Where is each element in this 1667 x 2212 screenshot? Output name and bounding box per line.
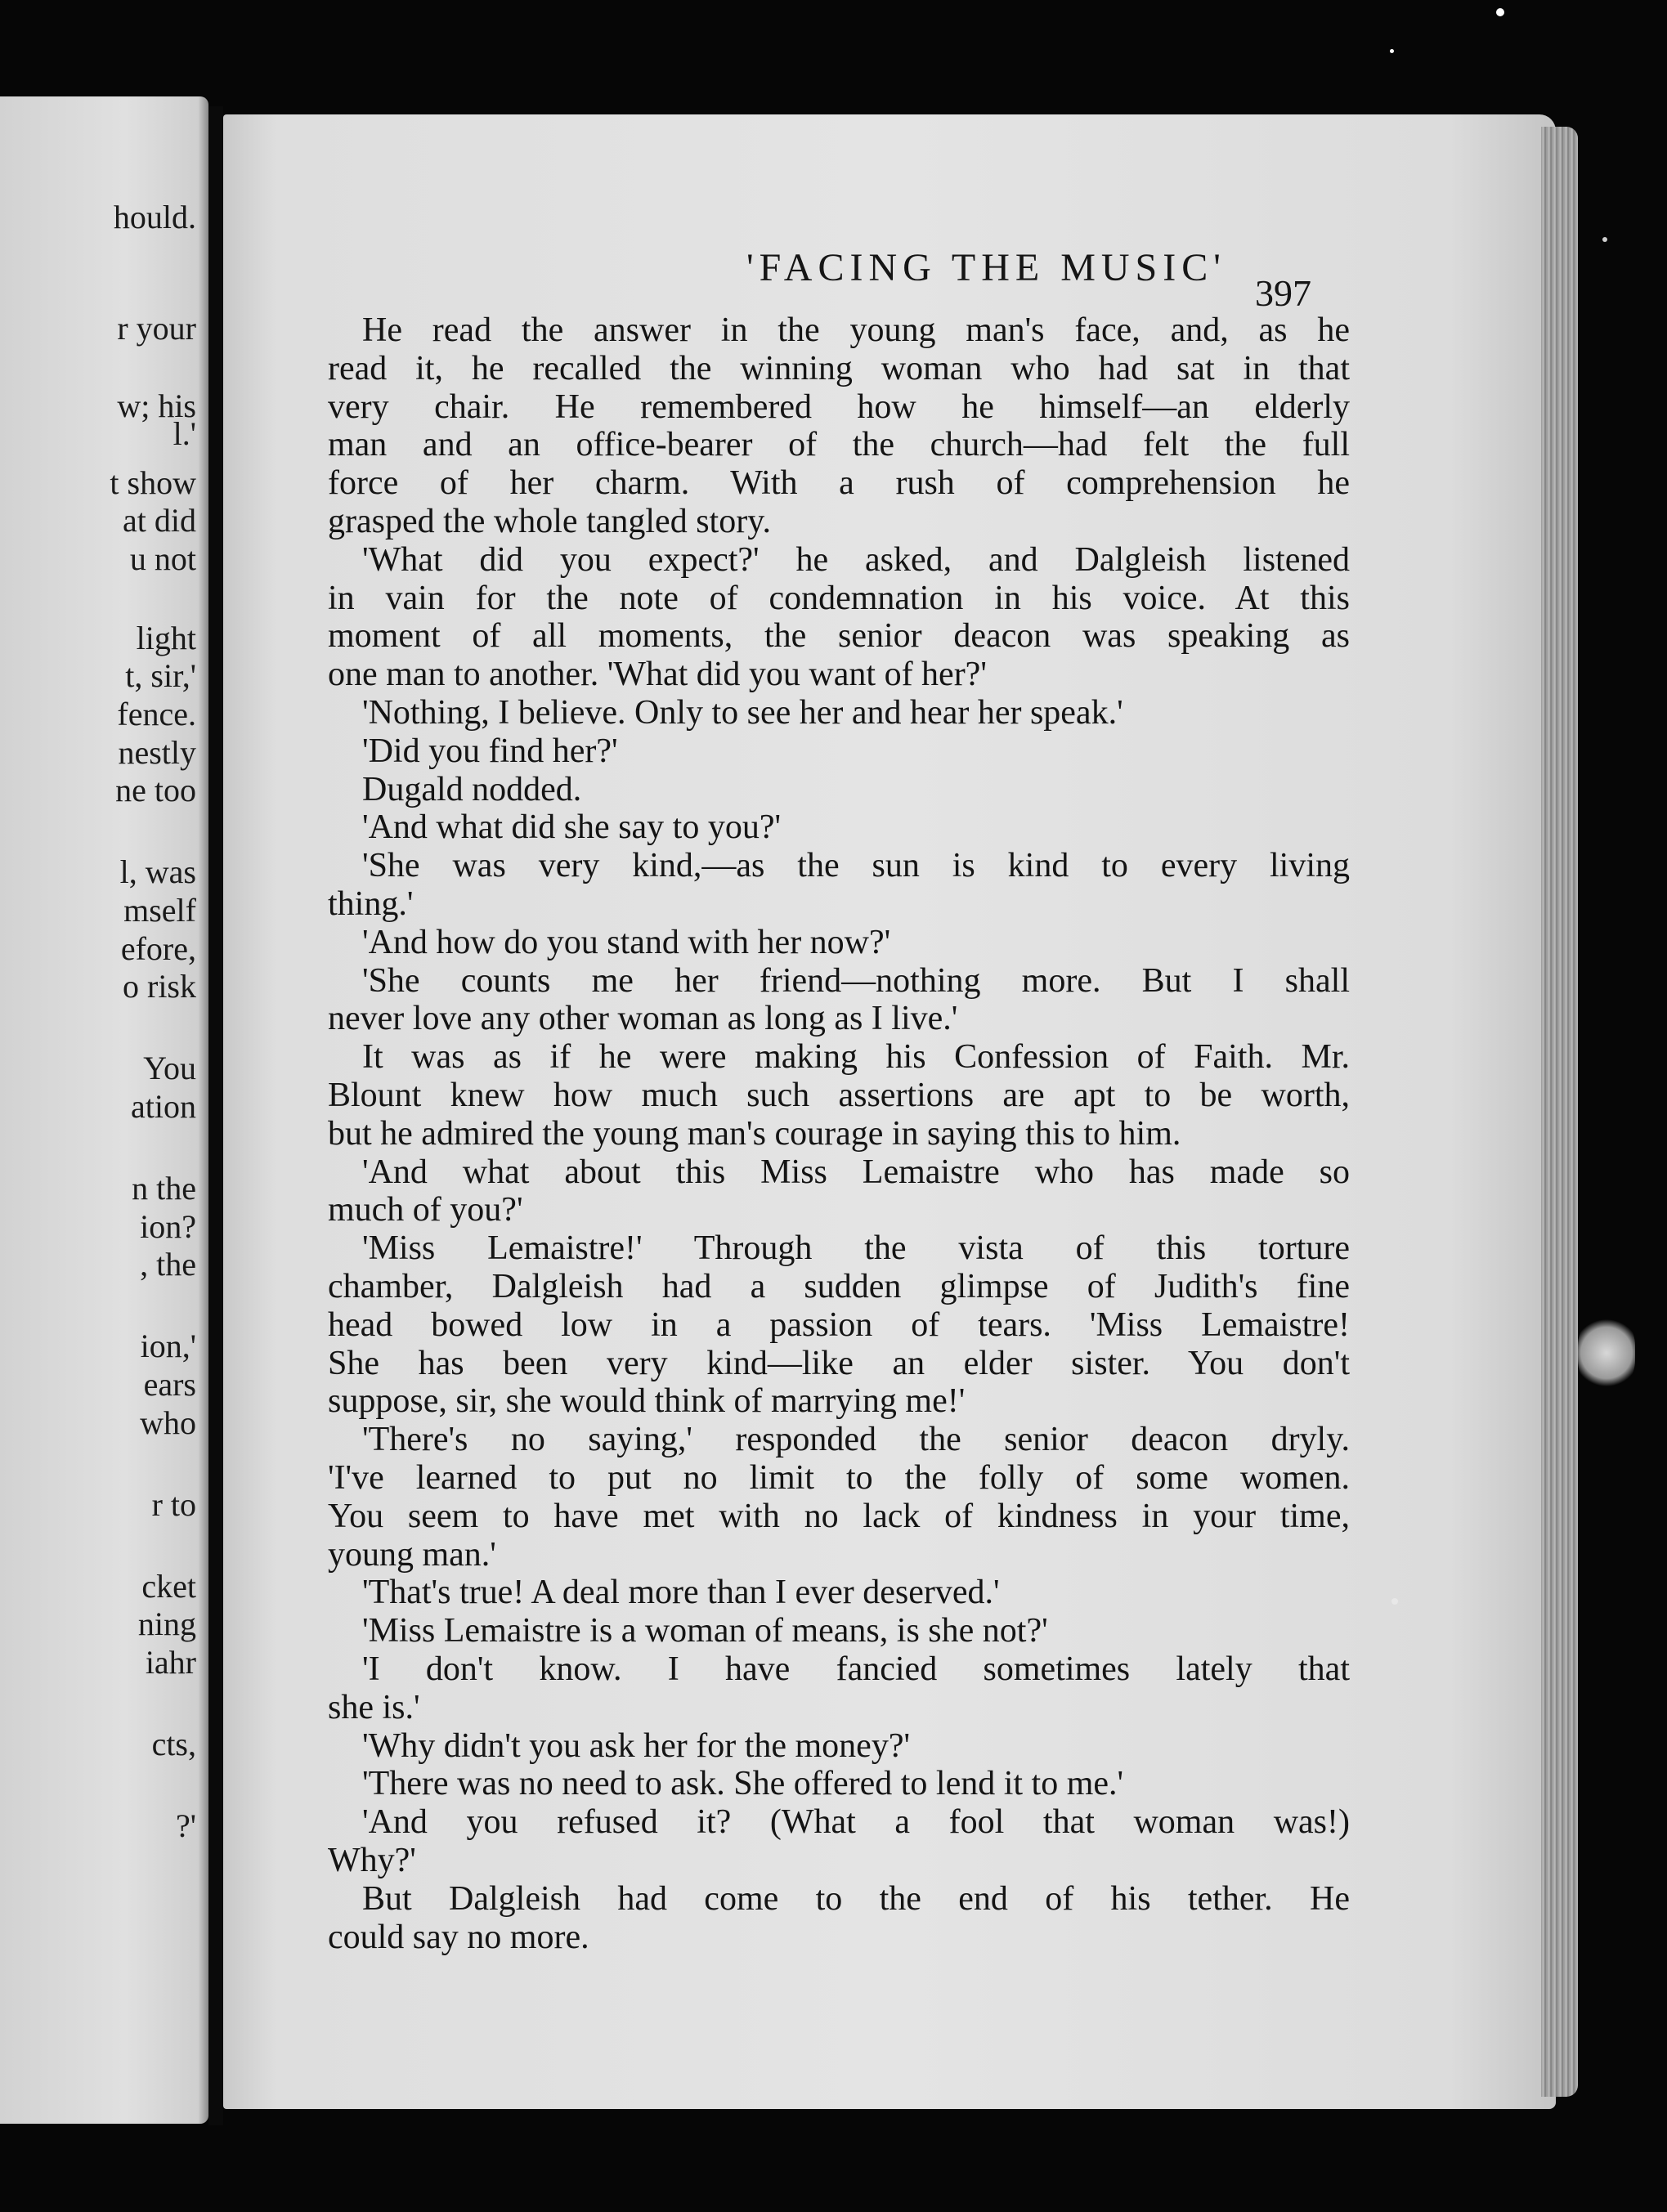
text-line: 'There's no saying,' responded the senior deacon dryly.: [362, 1421, 1350, 1459]
text-line: 'There was no need to ask. She offered to lend it to me.': [362, 1765, 1124, 1803]
text-line: You seem to have met with no lack of kindness in your time,: [328, 1497, 1350, 1535]
text-line: He read the answer in the young man's face, and, as he: [362, 311, 1350, 349]
left-page-line: ation: [131, 1088, 196, 1125]
text-line: 'And what about this Miss Lemaistre who has made so: [362, 1153, 1350, 1191]
speck: [1496, 8, 1504, 16]
right-page: [223, 114, 1556, 2109]
text-line: 'Why didn't you ask her for the money?': [362, 1726, 911, 1765]
text-line: chamber, Dalgleish had a sudden glimpse of Judith's fine: [328, 1268, 1350, 1305]
paper-blot: [1578, 1316, 1635, 1390]
text-line: never love any other woman as long as I live.': [328, 1000, 958, 1038]
text-line: 'She counts me her friend—nothing more. But I shall: [362, 961, 1350, 1000]
left-page-line: hould.: [113, 199, 196, 235]
left-page-line: You: [143, 1050, 196, 1086]
left-page-line: r to: [151, 1486, 196, 1523]
left-page-line: ion,': [140, 1328, 196, 1364]
text-line: very chair. He remembered how he himself—an elderly: [328, 387, 1350, 426]
left-page-line: n the: [132, 1170, 196, 1207]
left-page-line: l.': [173, 415, 196, 452]
left-page-line: ?': [176, 1807, 196, 1844]
text-line: 'That's true! A deal more than I ever deserved.': [362, 1574, 1000, 1612]
left-page-line: at did: [123, 502, 196, 539]
text-line: 'And you refused it? (What a fool that woman was!): [362, 1803, 1350, 1842]
text-line: thing.': [328, 885, 414, 923]
text-line: But Dalgleish had come to the end of his tether. He: [362, 1879, 1350, 1918]
left-page-line: ning: [137, 1605, 196, 1642]
text-line: force of her charm. With a rush of comprehension he: [328, 464, 1350, 503]
left-page-line: iahr: [145, 1644, 196, 1681]
text-line: moment of all moments, the senior deacon was speaking as: [328, 617, 1350, 656]
left-page-line: u not: [129, 540, 196, 577]
speck: [1390, 49, 1394, 53]
left-page-line: cket: [141, 1568, 196, 1605]
text-line: 'I've learned to put no limit to the folly of some women.: [328, 1459, 1350, 1497]
text-line: one man to another. 'What did you want of her?': [328, 656, 987, 694]
page-edges: [1541, 127, 1578, 2097]
left-page-line: nestly: [118, 734, 196, 771]
running-head: 'FACING THE MUSIC': [746, 246, 1226, 289]
text-line: could say no more.: [328, 1918, 589, 1956]
left-page-line: , the: [140, 1246, 196, 1283]
left-page-line: fence.: [117, 696, 196, 732]
text-line: 'I don't know. I have fancied sometimes lately that: [362, 1650, 1350, 1688]
text-line: 'And what did she say to you?': [362, 808, 782, 847]
text-line: 'And how do you stand with her now?': [362, 923, 891, 961]
text-line: Blount knew how much such assertions are apt to be worth,: [328, 1077, 1350, 1114]
text-line: 'Miss Lemaistre is a woman of means, is she not?': [362, 1612, 1048, 1650]
text-line: Why?': [328, 1842, 416, 1879]
text-line: but he admired the young man's courage in saying this to him.: [328, 1114, 1181, 1153]
speck: [1391, 1598, 1398, 1605]
text-line: 'Did you find her?': [362, 732, 618, 770]
text-line: in vain for the note of condemnation in his voice. At this: [328, 579, 1350, 617]
left-page-line: light: [136, 620, 196, 656]
text-line: She has been very kind—like an elder sister. You don't: [328, 1344, 1350, 1382]
left-page-line: w; his: [117, 387, 196, 424]
left-page-line: t show: [110, 464, 196, 501]
text-line: 'Nothing, I believe. Only to see her and hear her speak.': [362, 694, 1123, 732]
text-line: she is.': [328, 1688, 420, 1726]
text-line: man and an office-bearer of the church—had felt the full: [328, 426, 1350, 464]
left-page-line: efore,: [120, 930, 196, 967]
left-page-line: r your: [117, 310, 196, 347]
left-page-line: mself: [123, 892, 196, 929]
text-line: read it, he recalled the winning woman who had sat in that: [328, 349, 1350, 387]
text-line: grasped the whole tangled story.: [328, 503, 771, 540]
left-page-line: ne too: [115, 772, 196, 808]
left-page-line: who: [140, 1404, 196, 1441]
left-page-line: o risk: [123, 968, 196, 1005]
left-page: [0, 96, 208, 2124]
text-line: It was as if he were making his Confession of Faith. Mr.: [362, 1038, 1350, 1077]
text-line: Dugald nodded.: [362, 770, 582, 808]
left-page-line: l, was: [119, 853, 196, 890]
text-line: head bowed low in a passion of tears. 'Miss Lemaistre!: [328, 1305, 1350, 1344]
text-line: much of you?': [328, 1191, 523, 1229]
text-line: 'She was very kind,—as the sun is kind to every living: [362, 847, 1350, 885]
book-gutter: [208, 106, 223, 2125]
left-page-line: ears: [143, 1366, 196, 1403]
left-page-line: ion?: [140, 1208, 196, 1245]
left-page-line: t, sir,': [125, 657, 196, 694]
text-line: young man.': [328, 1535, 496, 1574]
speck: [1602, 237, 1607, 242]
text-line: 'What did you expect?' he asked, and Dalgleish listened: [362, 540, 1350, 579]
text-line: 'Miss Lemaistre!' Through the vista of this torture: [362, 1229, 1350, 1268]
left-page-line: cts,: [151, 1726, 196, 1762]
page-number: 397: [1255, 272, 1311, 314]
text-line: suppose, sir, she would think of marrying me!': [328, 1382, 966, 1421]
